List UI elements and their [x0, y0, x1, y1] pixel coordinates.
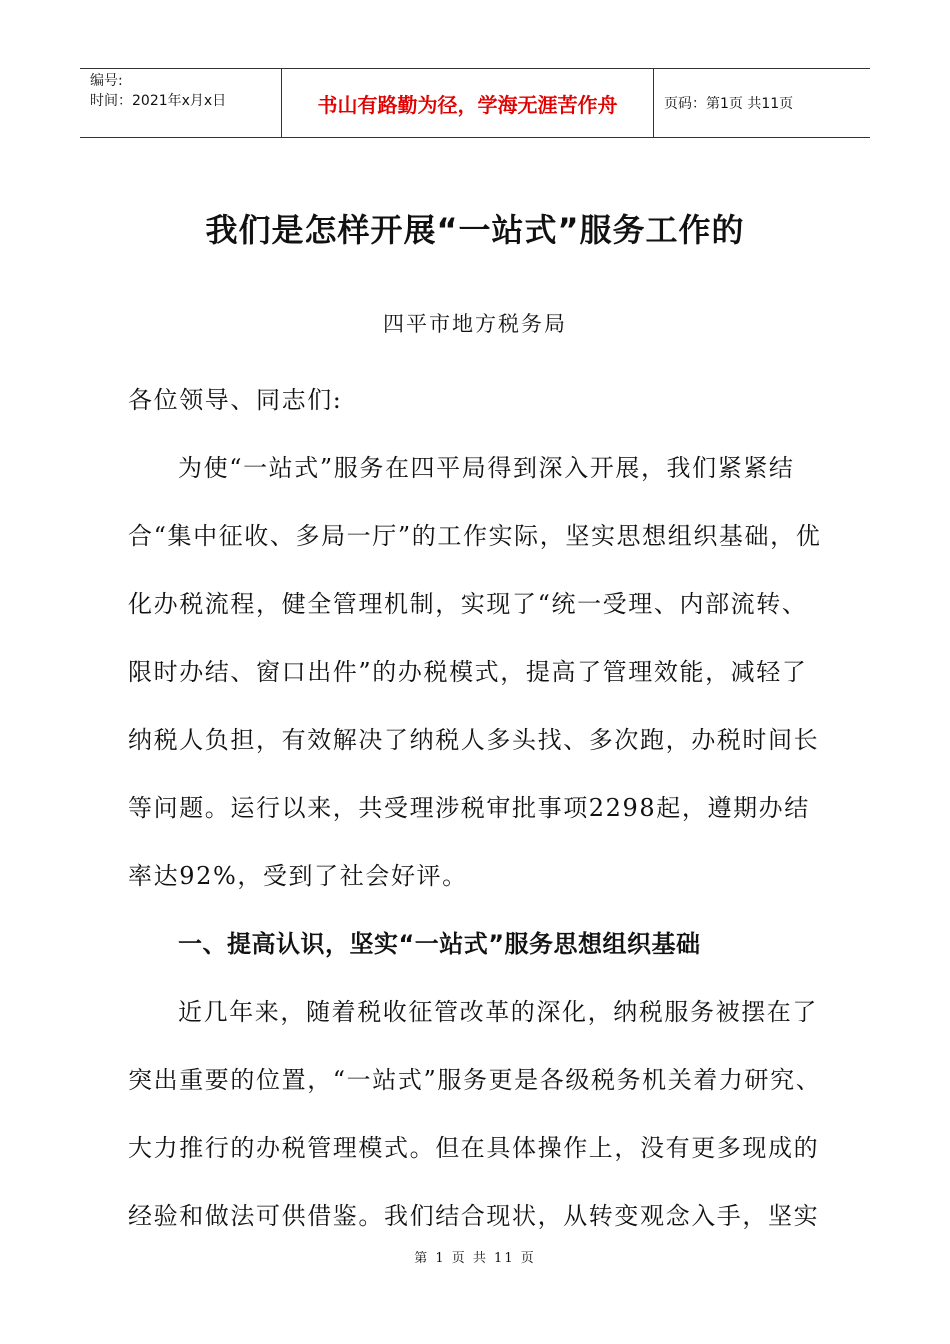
document-body	[128, 366, 828, 1250]
greeting: 各位领导、同志们:	[128, 386, 343, 414]
header-motto: 书山有路勤为径，学海无涯苦作舟	[282, 69, 654, 137]
document-number: 编号:	[90, 73, 123, 89]
paragraph-section-1: 近几年来，随着税收征管改革的深化，纳税服务被摆在了突出重要的位置，“一站式”服务更是各级税务机关着力研究、大力推行的办税管理模式。但在具体操作上，没有更多现成的经验和做法可供借鉴。我们结合现状，从转变观念入手，坚实	[128, 998, 822, 1230]
paragraph-intro: 为使“一站式”服务在四平局得到深入开展，我们紧紧结合“集中征收、多局一厅”的工作实际，坚实思想组织基础，优化办税流程，健全管理机制，实现了“统一受理、内部流转、限时办结、窗口出件”的办税模式，提高了管理效能，减轻了纳税人负担，有效解决了纳税人多头找、多次跑，办税时间长等问题。运行以来，共受理涉税审批事项2298起，遵期办结率达92%，受到了社会好评。	[128, 454, 822, 890]
header-meta	[80, 69, 282, 137]
page-footer: 第 1 页 共 11 页	[414, 1251, 536, 1266]
document-title: 我们是怎样开展“一站式”服务工作的	[205, 211, 745, 249]
document-author: 四平市地方税务局	[383, 312, 567, 336]
section-heading: 一、提高认识，坚实“一站式”服务思想组织基础	[178, 930, 701, 958]
header-table	[80, 68, 870, 138]
header-page-info: 页码：第1页 共11页	[664, 96, 794, 112]
document-date: 时间：2021年x月x日	[90, 93, 227, 109]
